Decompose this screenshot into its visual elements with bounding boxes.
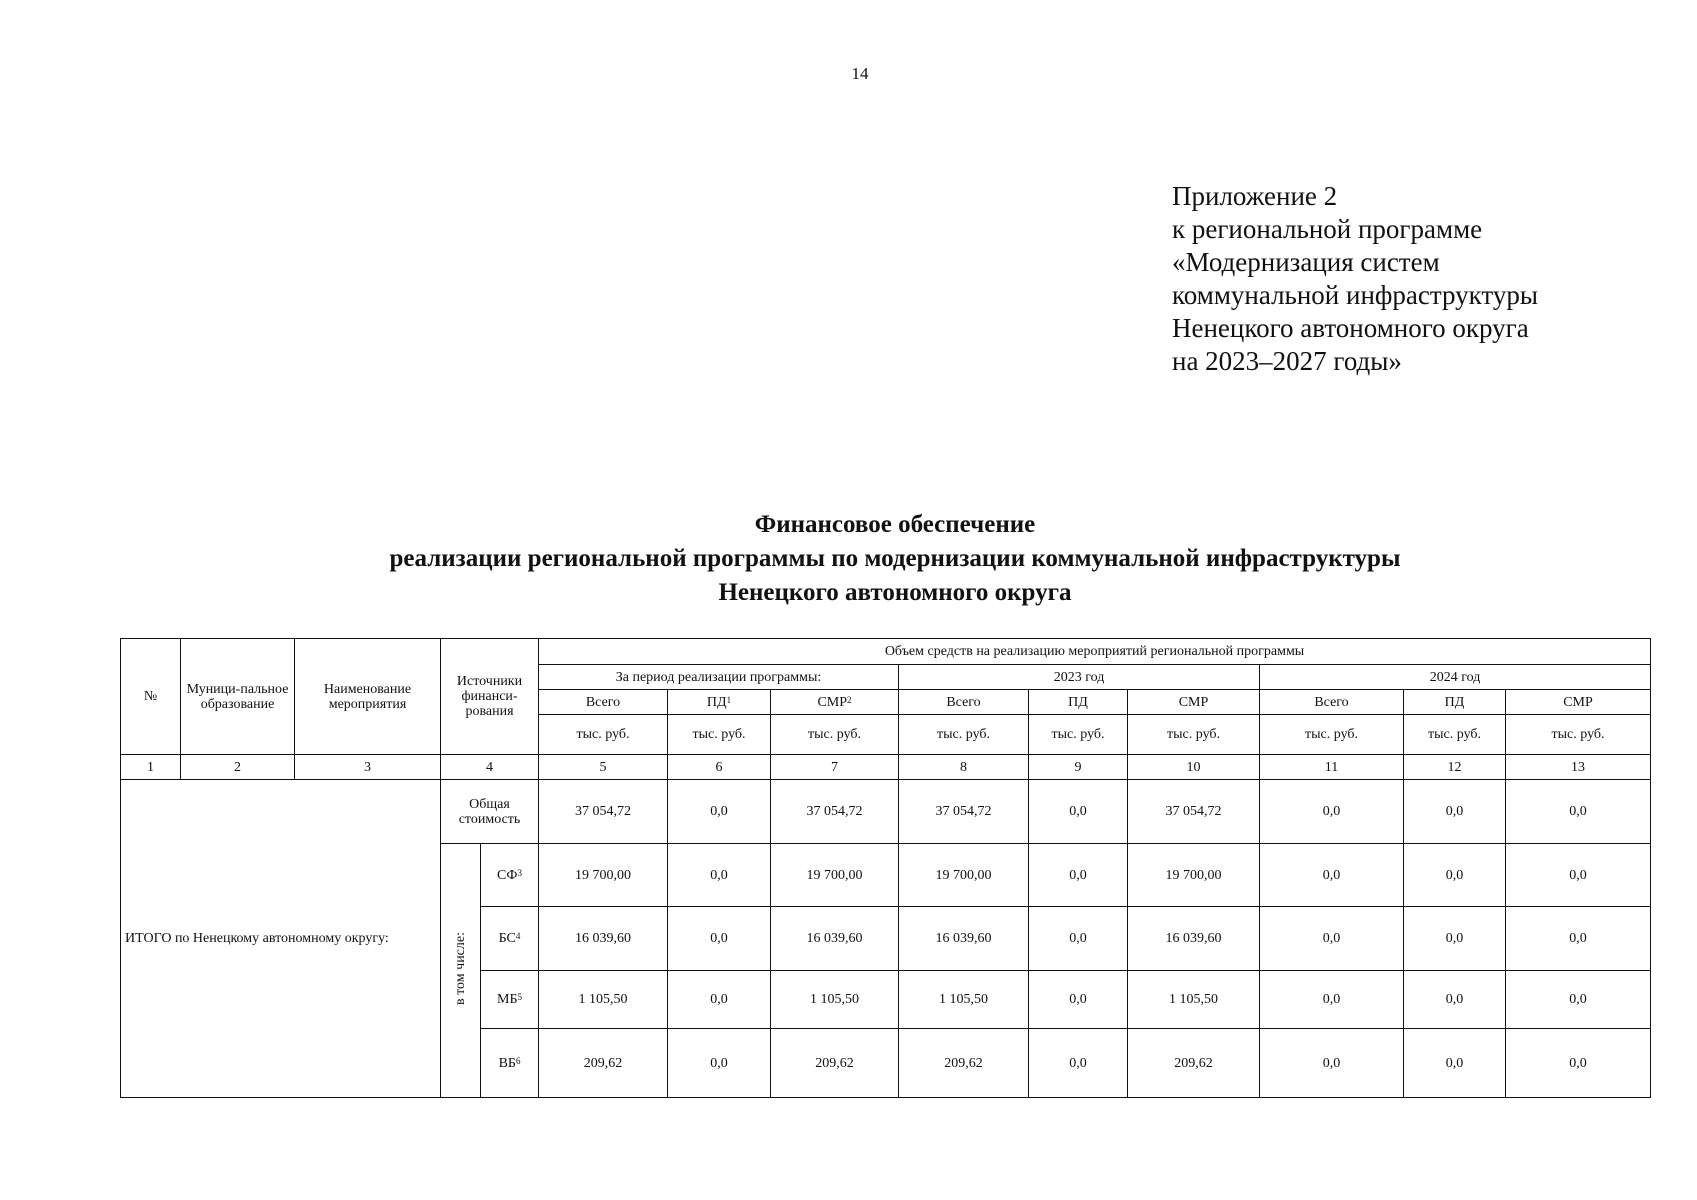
column-number: 13	[1506, 755, 1651, 780]
column-number: 12	[1404, 755, 1506, 780]
including-label: в том числе:	[453, 932, 468, 1005]
value-cell: 1 105,50	[1128, 971, 1260, 1029]
value-cell: 209,62	[539, 1029, 668, 1098]
document-title	[0, 508, 1697, 610]
appendix-line: к региональной программе	[1172, 214, 1483, 244]
value-cell: 0,0	[1404, 1029, 1506, 1098]
value-cell: 19 700,00	[771, 844, 899, 907]
source-cell: $СФ^3$	[481, 844, 539, 907]
header-year-2024: 2024 год	[1260, 665, 1651, 690]
source-cell: $ВБ^6$	[481, 1029, 539, 1098]
value-cell: 0,0	[668, 780, 771, 844]
title-line: Финансовое обеспечение	[754, 511, 1036, 538]
appendix-note	[1172, 180, 1538, 378]
value-cell: 16 039,60	[771, 907, 899, 971]
value-cell: 0,0	[668, 844, 771, 907]
header-sources: Источники финанси-рования	[441, 639, 539, 755]
source-cell: $БС^4$	[481, 907, 539, 971]
total-label: ИТОГО по Ненецкому автономному округу:	[121, 780, 441, 1098]
header-pd: ПД	[1404, 690, 1506, 715]
value-cell: 209,62	[1128, 1029, 1260, 1098]
header-unit: тыс. руб.	[1506, 715, 1651, 755]
value-cell: 37 054,72	[771, 780, 899, 844]
column-number-row	[121, 755, 1651, 780]
value-cell: 0,0	[1029, 1029, 1128, 1098]
page-number: 14	[851, 64, 869, 83]
value-cell: 0,0	[1029, 780, 1128, 844]
header-unit: тыс. руб.	[899, 715, 1029, 755]
column-number: 3	[295, 755, 441, 780]
header-volume: Объем средств на реализацию мероприятий региональной программы	[539, 639, 1651, 665]
financing-table	[120, 638, 1651, 1098]
value-cell: 0,0	[668, 971, 771, 1029]
value-cell: 0,0	[1260, 844, 1404, 907]
header-pd: ПД	[1029, 690, 1128, 715]
value-cell: 0,0	[1260, 907, 1404, 971]
value-cell: 0,0	[1506, 844, 1651, 907]
value-cell: 0,0	[1404, 907, 1506, 971]
header-vsego: Всего	[1260, 690, 1404, 715]
header-unit: тыс. руб.	[771, 715, 899, 755]
header-municipality: Муници-пальное образование	[181, 639, 295, 755]
value-cell: 209,62	[771, 1029, 899, 1098]
header-no: №	[121, 639, 181, 755]
including-label-cell	[441, 844, 481, 1098]
appendix-line: Приложение 2	[1172, 181, 1338, 211]
value-cell: 16 039,60	[1128, 907, 1260, 971]
value-cell: 0,0	[1506, 780, 1651, 844]
column-number: 7	[771, 755, 899, 780]
column-number: 11	[1260, 755, 1404, 780]
value-cell: 37 054,72	[1128, 780, 1260, 844]
value-cell: 19 700,00	[1128, 844, 1260, 907]
appendix-line: Ненецкого автономного округа	[1172, 313, 1529, 343]
column-number: 10	[1128, 755, 1260, 780]
column-number: 1	[121, 755, 181, 780]
value-cell: 0,0	[1404, 971, 1506, 1029]
column-number: 9	[1029, 755, 1128, 780]
column-number: 8	[899, 755, 1029, 780]
value-cell: 0,0	[1260, 1029, 1404, 1098]
header-unit: тыс. руб.	[668, 715, 771, 755]
header-unit: тыс. руб.	[1029, 715, 1128, 755]
value-cell: 16 039,60	[539, 907, 668, 971]
header-smr: СМР	[1128, 690, 1260, 715]
appendix-line: «Модернизация систем	[1172, 247, 1440, 277]
value-cell: 1 105,50	[899, 971, 1029, 1029]
header-event-name: Наименование мероприятия	[295, 639, 441, 755]
value-cell: 0,0	[1029, 844, 1128, 907]
header-unit: тыс. руб.	[1404, 715, 1506, 755]
value-cell: 0,0	[1029, 971, 1128, 1029]
appendix-line: на 2023–2027 годы»	[1172, 346, 1402, 376]
header-vsego: Всего	[899, 690, 1029, 715]
column-number: 4	[441, 755, 539, 780]
value-cell: 1 105,50	[539, 971, 668, 1029]
value-cell: 0,0	[1506, 907, 1651, 971]
value-cell: 0,0	[1506, 971, 1651, 1029]
value-cell: 37 054,72	[899, 780, 1029, 844]
header-smr: СМР	[1506, 690, 1651, 715]
title-line: Ненецкого автономного округа	[718, 579, 1072, 606]
value-cell: 0,0	[1404, 844, 1506, 907]
value-cell: 0,0	[1029, 907, 1128, 971]
value-cell: 19 700,00	[539, 844, 668, 907]
value-cell: 0,0	[1404, 780, 1506, 844]
column-number: 6	[668, 755, 771, 780]
header-year-2023: 2023 год	[899, 665, 1260, 690]
source-cell: Общая стоимость	[441, 780, 539, 844]
value-cell: 0,0	[1260, 780, 1404, 844]
value-cell: 0,0	[668, 907, 771, 971]
header-unit: тыс. руб.	[1128, 715, 1260, 755]
value-cell: 19 700,00	[899, 844, 1029, 907]
column-number: 2	[181, 755, 295, 780]
value-cell: 0,0	[1506, 1029, 1651, 1098]
header-smr: СМР$^2$	[771, 690, 899, 715]
header-vsego: Всего	[539, 690, 668, 715]
column-number: 5	[539, 755, 668, 780]
header-period-total: За период реализации программы:	[539, 665, 899, 690]
table-row	[121, 780, 1651, 844]
value-cell: 1 105,50	[771, 971, 899, 1029]
value-cell: 37 054,72	[539, 780, 668, 844]
header-pd: $ПД^1$	[668, 690, 771, 715]
source-cell: $МБ^5$	[481, 971, 539, 1029]
value-cell: 209,62	[899, 1029, 1029, 1098]
header-unit: тыс. руб.	[1260, 715, 1404, 755]
header-unit: тыс. руб.	[539, 715, 668, 755]
value-cell: 16 039,60	[899, 907, 1029, 971]
value-cell: 0,0	[1260, 971, 1404, 1029]
title-line: реализации региональной программы по модернизации коммунальной инфраструктуры	[389, 545, 1401, 572]
appendix-line: коммунальной инфраструктуры	[1172, 280, 1538, 310]
value-cell: 0,0	[668, 1029, 771, 1098]
